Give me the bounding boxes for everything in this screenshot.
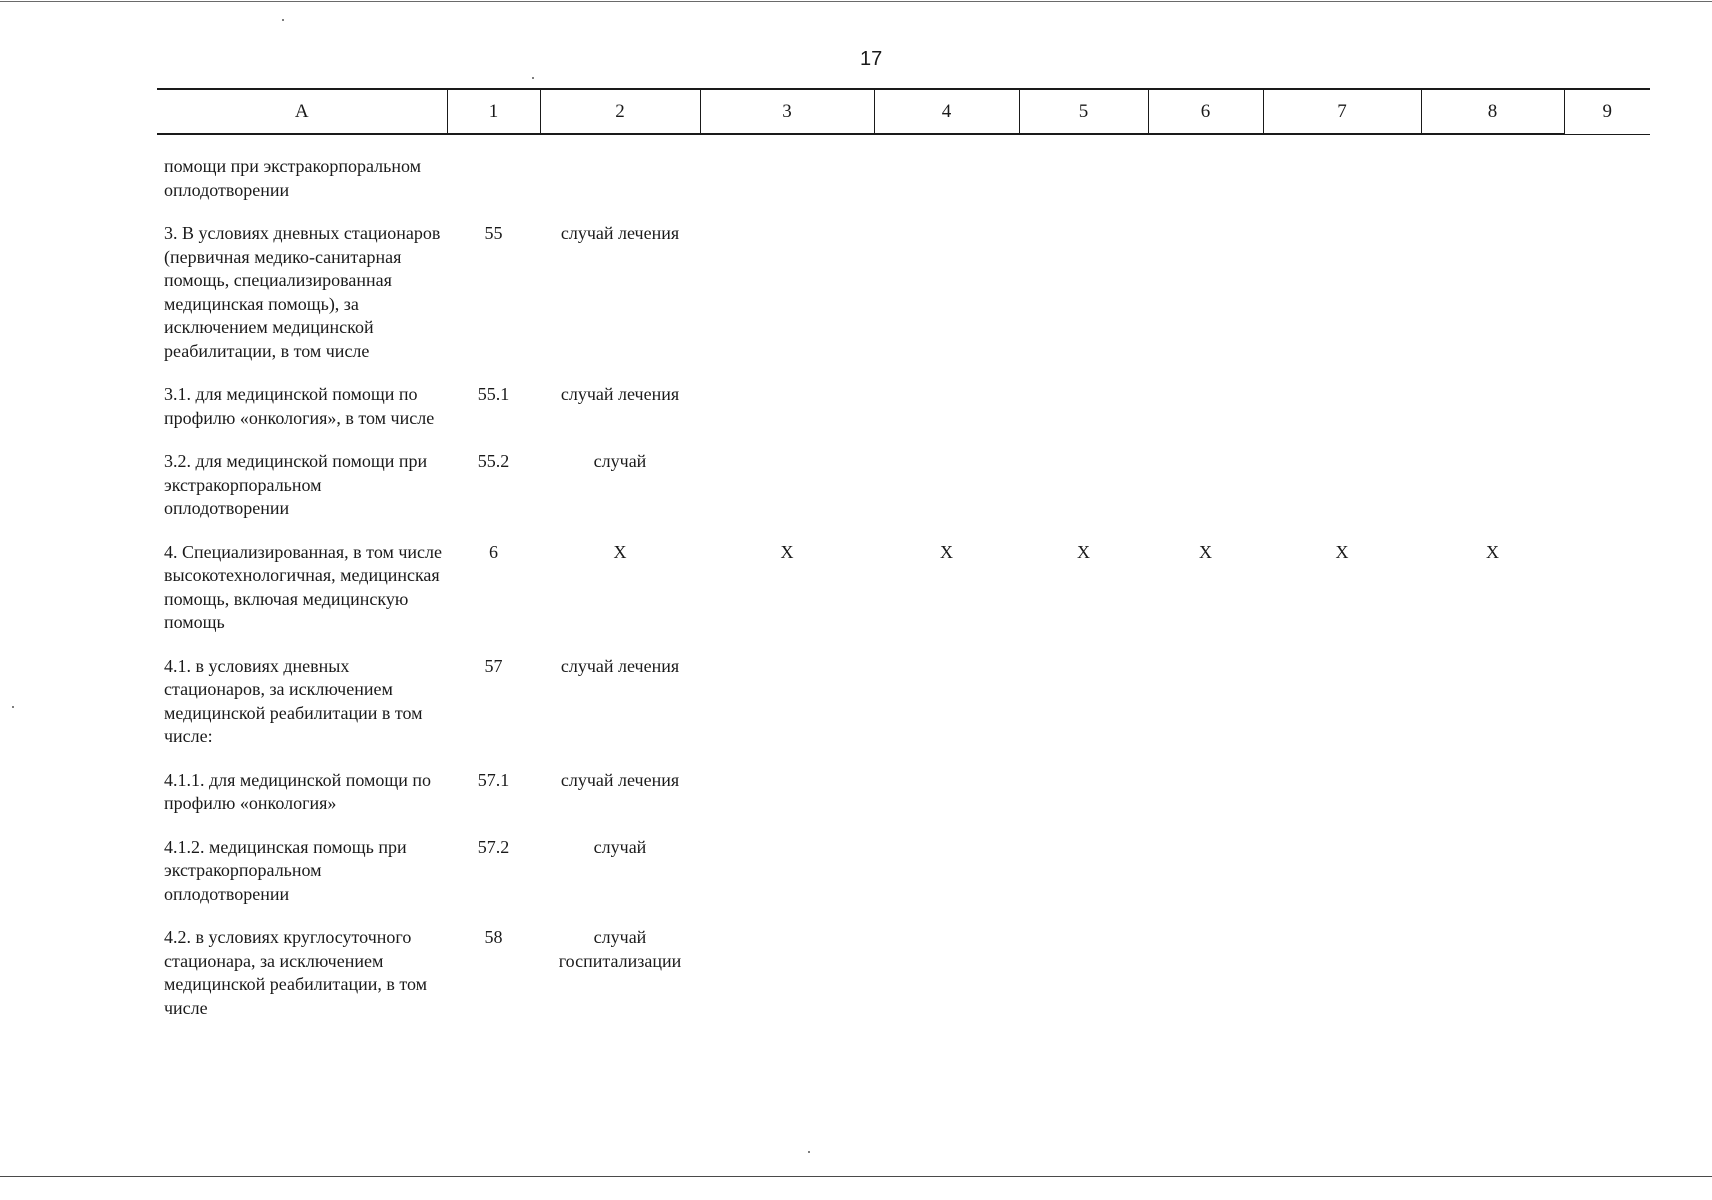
table-row bbox=[157, 222, 1650, 383]
scan-edge-top bbox=[0, 1, 1712, 2]
row-value bbox=[1421, 134, 1564, 222]
row-name: 4.1.2. медицинская помощь при экстракорпоральном оплодотворении bbox=[164, 836, 407, 904]
column-header: А bbox=[157, 89, 447, 134]
row-value bbox=[1564, 655, 1650, 769]
row-value bbox=[874, 222, 1019, 383]
column-header: 1 bbox=[447, 89, 540, 134]
row-value: Х bbox=[1486, 541, 1499, 562]
row-value bbox=[700, 383, 874, 450]
row-code: 55.2 bbox=[477, 451, 510, 471]
row-name: помощи при экстракорпоральном оплодотворении bbox=[164, 156, 422, 200]
row-value bbox=[874, 926, 1019, 1040]
row-unit bbox=[540, 134, 700, 222]
row-code: 57 bbox=[484, 655, 503, 676]
table-row bbox=[157, 134, 1650, 222]
row-value bbox=[1148, 655, 1263, 769]
row-name: 3.2. для медицинской помощи при экстракорпоральном оплодотворении bbox=[164, 451, 428, 518]
column-header: 6 bbox=[1148, 89, 1263, 134]
row-value bbox=[1019, 134, 1148, 222]
row-value bbox=[1263, 836, 1421, 927]
row-value bbox=[1148, 222, 1263, 383]
row-value bbox=[1148, 926, 1263, 1040]
page-number: 17 bbox=[860, 48, 883, 70]
column-header: 9 bbox=[1564, 89, 1650, 134]
row-value bbox=[1148, 769, 1263, 836]
column-header: 8 bbox=[1421, 89, 1564, 134]
row-value bbox=[1421, 926, 1564, 1040]
row-value bbox=[700, 769, 874, 836]
scan-speck bbox=[12, 706, 14, 708]
row-value bbox=[1019, 450, 1148, 541]
row-value bbox=[874, 383, 1019, 450]
table-row bbox=[157, 926, 1650, 1040]
row-code: 57.2 bbox=[477, 836, 510, 857]
row-value: Х bbox=[940, 541, 953, 562]
table-row bbox=[157, 655, 1650, 769]
row-value bbox=[700, 134, 874, 222]
row-value bbox=[1564, 450, 1650, 541]
row-name: 4.1. в условиях дневных стационаров, за исключением медицинской реабилитации в том числе: bbox=[164, 655, 423, 746]
row-name: 4. Специализированная, в том числе высокотехнологичная, медицинская помощь, включая медицинскую помощь bbox=[164, 541, 443, 632]
row-value bbox=[1564, 383, 1650, 450]
row-value bbox=[700, 655, 874, 769]
row-unit: Х bbox=[613, 541, 627, 562]
row-unit: случай лечения bbox=[560, 223, 680, 243]
table-row bbox=[157, 541, 1650, 655]
row-name: 4.1.1. для медицинской помощи по профилю «онкология» bbox=[164, 769, 432, 813]
scan-speck bbox=[532, 77, 534, 79]
column-header: 4 bbox=[874, 89, 1019, 134]
row-value bbox=[700, 450, 874, 541]
row-value bbox=[1263, 655, 1421, 769]
row-value bbox=[1263, 926, 1421, 1040]
row-code: 58 bbox=[484, 927, 503, 947]
row-value bbox=[1421, 383, 1564, 450]
row-value bbox=[1019, 222, 1148, 383]
row-value bbox=[1421, 450, 1564, 541]
row-value: Х bbox=[1199, 541, 1212, 562]
row-value bbox=[1421, 769, 1564, 836]
scan-speck bbox=[808, 1151, 810, 1153]
row-value bbox=[1564, 769, 1650, 836]
row-code: 6 bbox=[489, 541, 498, 562]
column-header: 3 bbox=[700, 89, 874, 134]
row-unit: случай bbox=[593, 836, 647, 857]
row-code: 57.1 bbox=[477, 769, 510, 790]
row-value bbox=[1564, 134, 1650, 222]
row-value bbox=[1421, 655, 1564, 769]
row-value bbox=[1263, 134, 1421, 222]
row-value: Х bbox=[1077, 541, 1090, 562]
row-value bbox=[1148, 836, 1263, 927]
row-value bbox=[1148, 134, 1263, 222]
table-row bbox=[157, 836, 1650, 927]
row-value bbox=[1421, 222, 1564, 383]
row-name: 4.2. в условиях круглосуточного стационара, за исключением медицинской реабилитации, в том числе bbox=[164, 927, 428, 1018]
row-value bbox=[1148, 450, 1263, 541]
row-unit: случай госпитализации bbox=[558, 927, 682, 971]
row-value bbox=[700, 222, 874, 383]
row-name: 3.1. для медицинской помощи по профилю «онкология», в том числе bbox=[164, 384, 435, 428]
table-row bbox=[157, 383, 1650, 450]
row-value bbox=[1019, 383, 1148, 450]
column-header: 5 bbox=[1019, 89, 1148, 134]
row-value bbox=[874, 836, 1019, 927]
row-unit: случай bbox=[593, 451, 647, 471]
row-value bbox=[700, 836, 874, 927]
row-value: Х bbox=[1335, 541, 1349, 562]
row-value bbox=[1019, 769, 1148, 836]
row-value bbox=[1263, 450, 1421, 541]
row-value bbox=[1564, 926, 1650, 1040]
row-value bbox=[1019, 836, 1148, 927]
row-name: 3. В условиях дневных стационаров (первичная медико-санитарная помощь, специализированная медицинская помощь), за исключением медицинской реабилитации, в том числе bbox=[164, 223, 441, 361]
scan-edge-bottom bbox=[0, 1176, 1712, 1177]
table-header-row bbox=[157, 89, 1650, 134]
table-row bbox=[157, 769, 1650, 836]
row-value bbox=[874, 655, 1019, 769]
row-value bbox=[1019, 655, 1148, 769]
row-value bbox=[874, 450, 1019, 541]
row-unit: случай лечения bbox=[560, 769, 680, 790]
row-value bbox=[1421, 836, 1564, 927]
row-value: Х bbox=[780, 541, 794, 562]
row-code bbox=[447, 134, 540, 222]
table-row bbox=[157, 450, 1650, 541]
row-value bbox=[874, 134, 1019, 222]
row-value bbox=[1263, 222, 1421, 383]
row-value bbox=[1019, 926, 1148, 1040]
row-value bbox=[1263, 769, 1421, 836]
row-value bbox=[1148, 383, 1263, 450]
row-value bbox=[1263, 383, 1421, 450]
column-header: 2 bbox=[540, 89, 700, 134]
row-unit: случай лечения bbox=[560, 384, 680, 404]
column-header: 7 bbox=[1263, 89, 1421, 134]
row-value bbox=[1564, 541, 1650, 655]
row-value bbox=[874, 769, 1019, 836]
data-table bbox=[157, 88, 1650, 1040]
row-value bbox=[1564, 222, 1650, 383]
row-code: 55.1 bbox=[477, 384, 510, 404]
row-value bbox=[700, 926, 874, 1040]
scan-speck bbox=[282, 19, 284, 21]
row-code: 55 bbox=[484, 223, 503, 243]
row-value bbox=[1564, 836, 1650, 927]
row-unit: случай лечения bbox=[560, 655, 680, 676]
